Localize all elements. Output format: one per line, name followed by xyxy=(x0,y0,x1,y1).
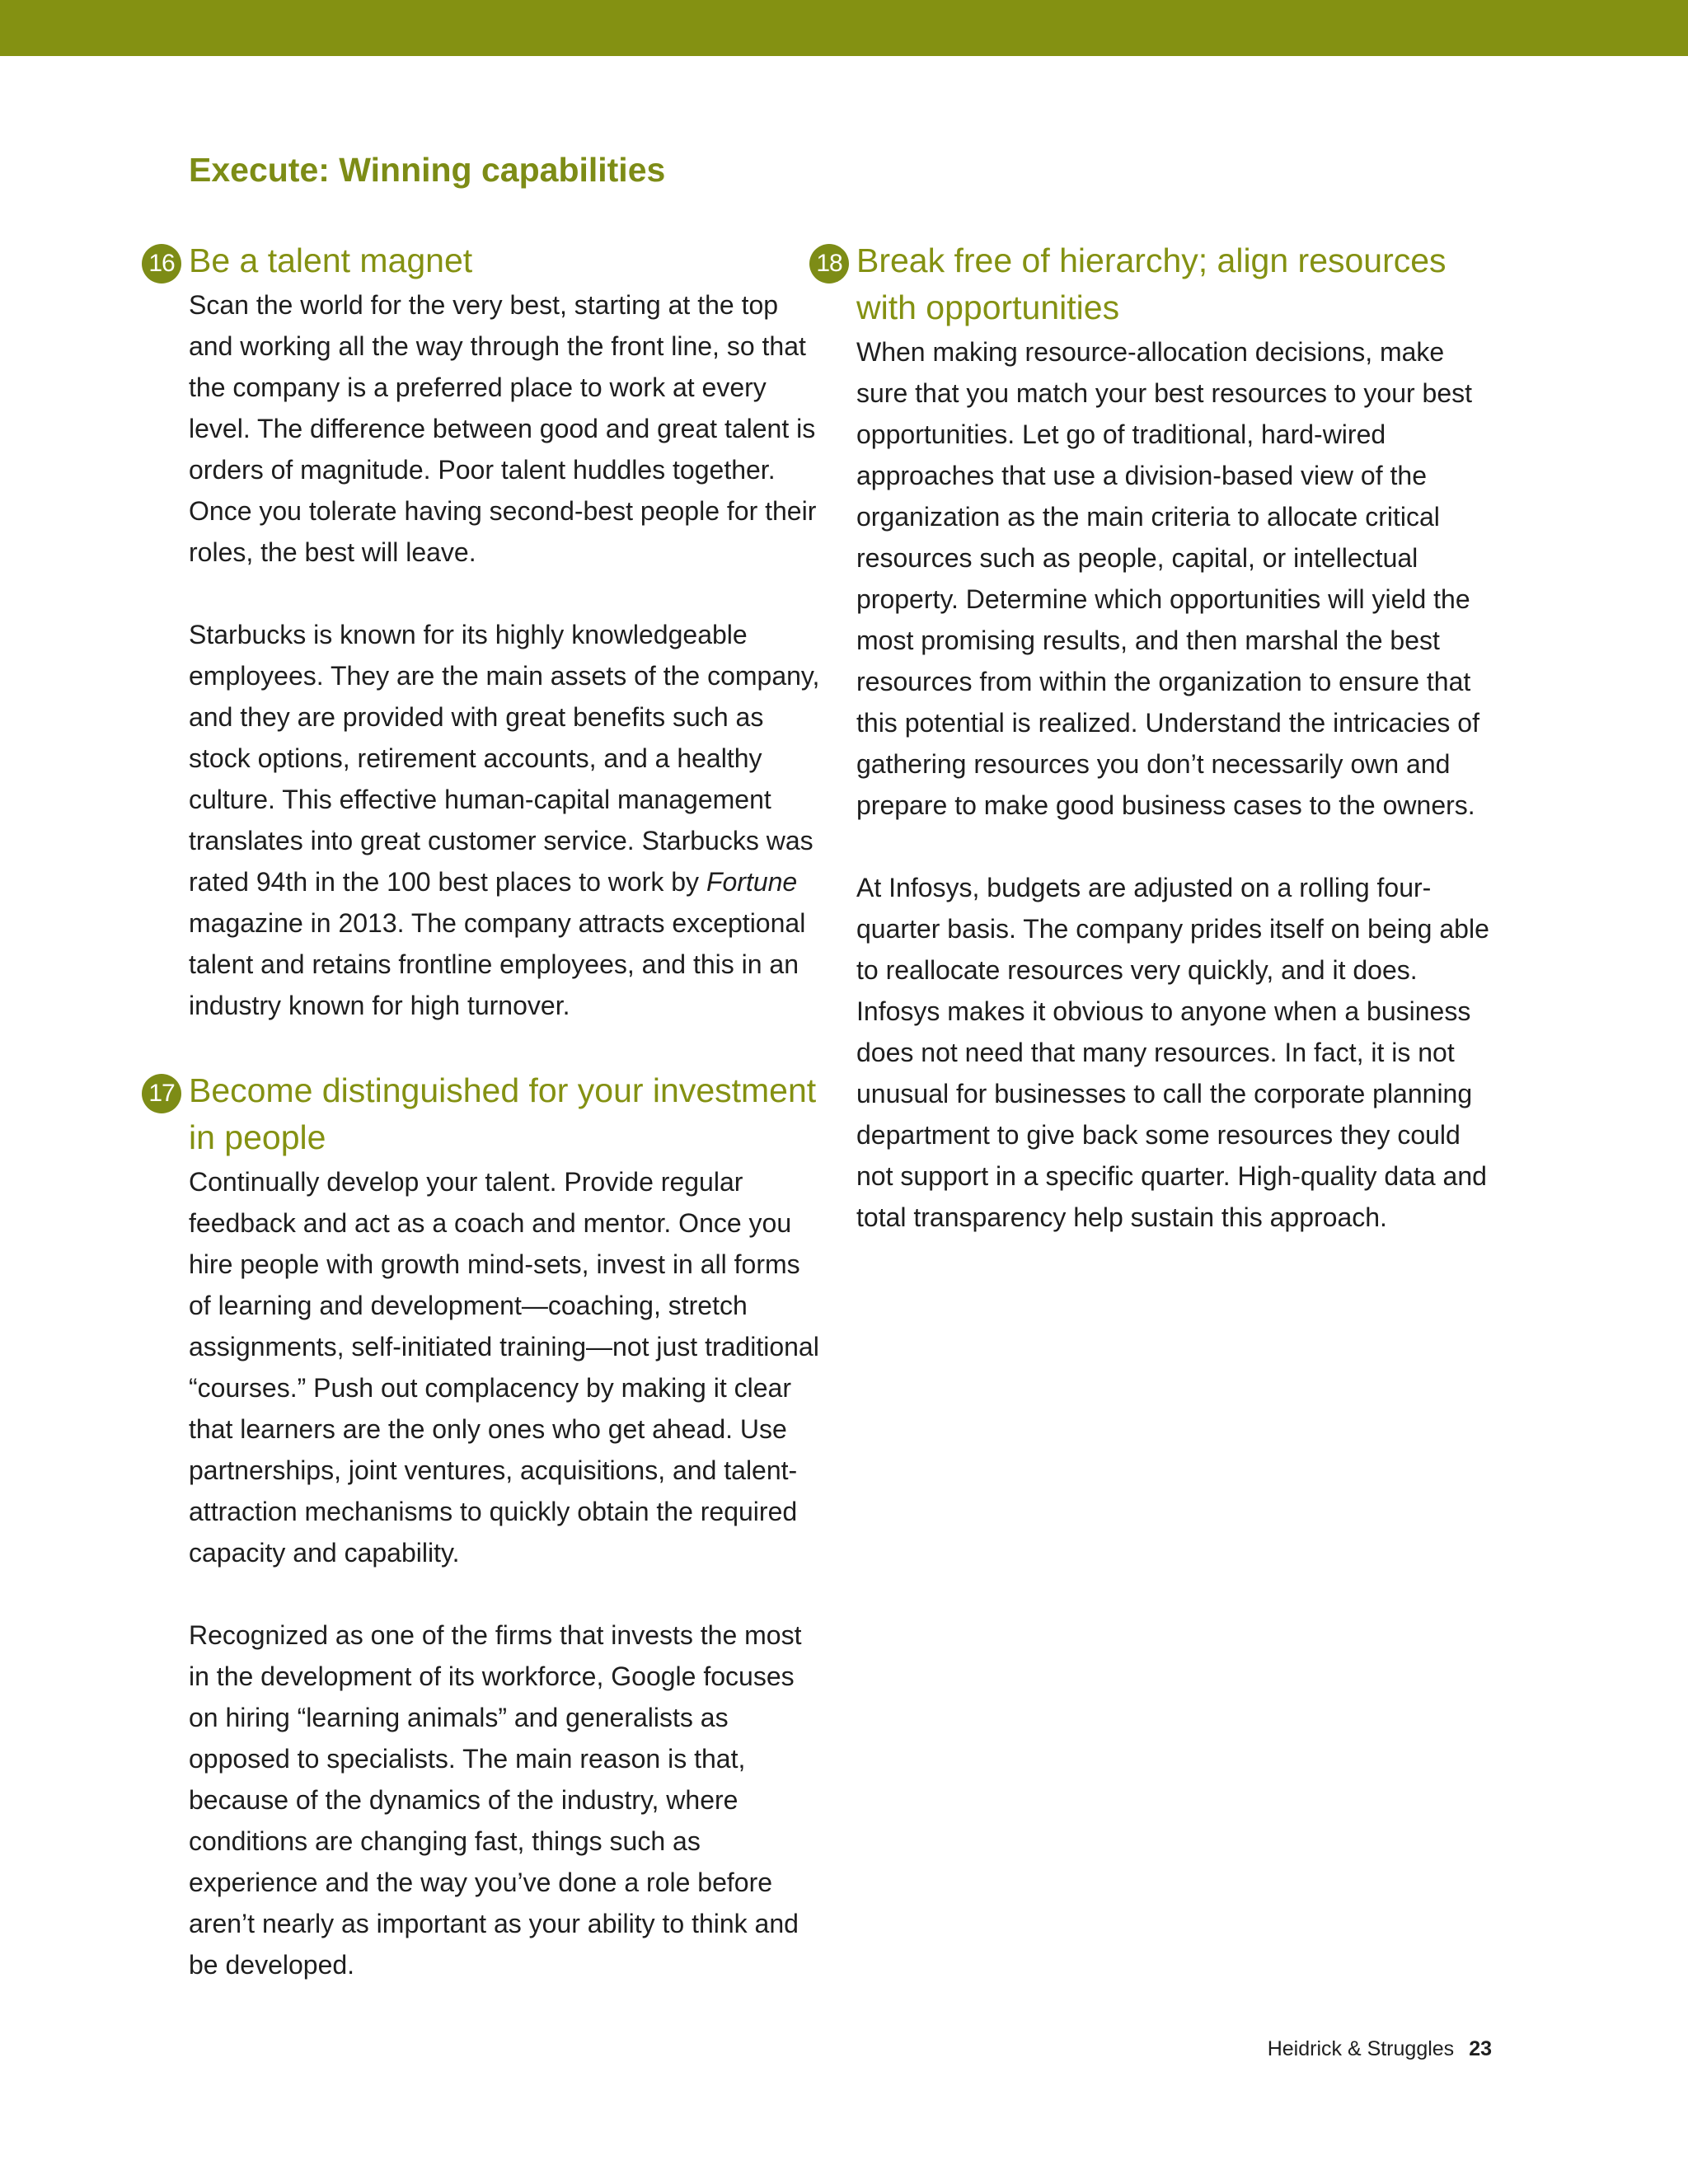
example-text-start: Starbucks is known for its highly knowledgeable employees. They are the main assets of the company, and they are provided with great benefits such as stock options, retirement accounts, and a healthy culture. This effective human-capital management translates into great customer service. Starbucks was rated 94th in the 100 best places to work by xyxy=(189,620,820,897)
section-break-free-of-hierarchy xyxy=(816,237,1491,1238)
section-talent-magnet xyxy=(148,237,823,1026)
section-number-badge: 17 xyxy=(142,1074,181,1113)
section-heading: Break free of hierarchy; align resources with opportunities xyxy=(856,241,1447,326)
publisher-name: Heidrick & Struggles xyxy=(1267,2037,1455,2060)
section-heading: Become distinguished for your investment in people xyxy=(189,1071,817,1156)
page-number: 23 xyxy=(1469,2037,1492,2060)
section-number-badge: 16 xyxy=(142,244,181,284)
publication-name: Fortune xyxy=(706,867,798,897)
right-column xyxy=(816,237,1491,1238)
section-paragraph: When making resource-allocation decisions, make sure that you match your best resources to your best opportunities. Let go of traditional, hard-wired approaches that use a division-based view of the organization as the main criteria to allocate critical resources such as people, capital, or intellectual property. Determine which opportunities will yield the most promising results, and then marshal the best resources from within the organization to ensure that this potential is realized. Understand the intricacies of gathering resources you don’t necessarily own and prepare to make good business cases to the owners. xyxy=(856,337,1479,820)
section-example-paragraph xyxy=(189,614,823,1026)
section-paragraph: Continually develop your talent. Provide regular feedback and act as a coach and mentor. Once you hire people with growth mind-sets, invest in all forms of learning and development—coaching, stretch assignments, self-initiated training—not just traditional “courses.” Push out complacency by making it clear that learners are the only ones who get ahead. Use partnerships, joint ventures, acquisitions, and talent-attraction mechanisms to quickly obtain the required capacity and capability. xyxy=(189,1167,819,1568)
section-example-paragraph: At Infosys, budgets are adjusted on a rolling four-quarter basis. The company prides itself on being able to reallocate resources very quickly, and it does. Infosys makes it obvious to anyone when a business does not need that many resources. In fact, it is not unusual for businesses to call the corporate planning department to give back some resources they could not support in a specific quarter. High-quality data and total transparency help sustain this approach. xyxy=(856,873,1489,1232)
page-footer xyxy=(1220,2034,1492,2064)
page-title: Execute: Winning capabilities xyxy=(189,151,666,189)
section-number-badge: 18 xyxy=(809,244,849,284)
section-invest-in-people xyxy=(148,1067,823,1985)
section-paragraph: Scan the world for the very best, starting at the top and working all the way through the front line, so that the company is a preferred place to work at every level. The difference between good and great talent is orders of magnitude. Poor talent huddles together. Once you tolerate having second-best people for their roles, the best will leave. xyxy=(189,290,817,567)
left-column xyxy=(148,237,823,1985)
example-text-end: magazine in 2013. The company attracts exceptional talent and retains frontline employees, and this in an industry known for high turnover. xyxy=(189,908,806,1020)
section-heading: Be a talent magnet xyxy=(189,241,473,279)
top-accent-bar xyxy=(0,0,1688,56)
section-example-paragraph: Recognized as one of the firms that invests the most in the development of its workforce, Google focuses on hiring “learning animals” and generalists as opposed to specialists. The main reason is that, because of the dynamics of the industry, where conditions are changing fast, things such as experience and the way you’ve done a role before aren’t nearly as important as your ability to think and be developed. xyxy=(189,1620,802,1980)
